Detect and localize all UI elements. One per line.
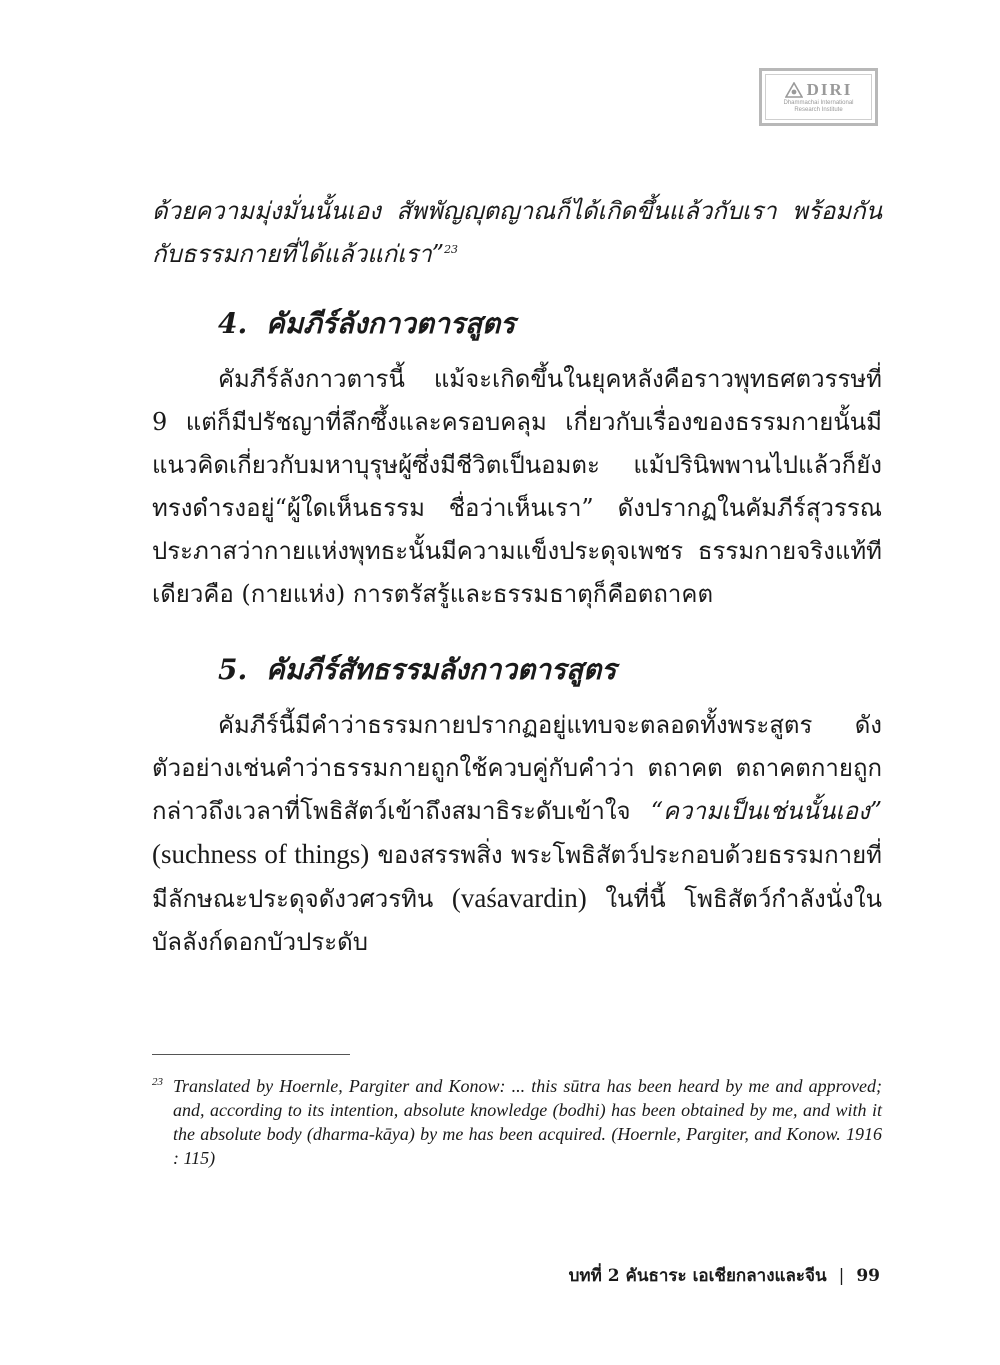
chapter-title: บทที่ 2 คันธาระ เอเชียกลางและจีน: [568, 1266, 827, 1286]
footnote-text: Translated by Hoernle, Pargiter and Konow: ... this sūtra has been heard by me and approved; and, according to its intention, absolute knowledge (bodhi) has been obtained by me, and with it the absolute body (dharma-kāya) by me has been acquired. (Hoernle, Pargiter, and Konow. 1916 : 115): [173, 1076, 882, 1168]
section-5-text-1: คัมภีร์นี้มีคำว่าธรรมกายปรากฏอยู่แทบจะตลอดทั้งพระสูตร ดังตัวอย่างเช่นคำว่าธรรมกายถูกใช้ควบคู่กับคำว่า ตถาคต ตถาคตกายถูกกล่าวถึงเวลาที่โพธิสัตว์เข้าถึงสมาธิระดับเข้าใจ: [152, 711, 882, 825]
footer-separator: |: [838, 1266, 845, 1286]
section-5-quote: “ความเป็นเช่นนั้นเอง”: [650, 797, 882, 825]
logo-text: DIRI: [806, 80, 853, 99]
section-4-body: [152, 358, 882, 616]
footnote-divider: [152, 1054, 350, 1055]
section-4-number: 4.: [218, 307, 248, 340]
footnote: [152, 1074, 882, 1170]
section-4-title: คัมภีร์ลังกาวตารสูตร: [266, 307, 516, 340]
section-5-text-3: ในที่นี้ โพธิสัตว์กำลังนั่งในบัลลังก์ดอกบัวประดับ: [152, 885, 882, 956]
section-4-text: คัมภีร์ลังกาวตารนี้ แม้จะเกิดขึ้นในยุคหลังคือราวพุทธศตวรรษที่ 9 แต่ก็มีปรัชญาที่ลึกซึ้งและครอบคลุม เกี่ยวกับเรื่องของธรรมกายนั้นมีแนวคิดเกี่ยวกับมหาบุรุษผู้ซึ่งมีชีวิตเป็นอมตะ แม้ปรินิพพานไปแล้วก็ยังทรงดำรงอยู่“ผู้ใดเห็นธรรม ชื่อว่าเห็นเรา” ดังปรากฏในคัมภีร์สุวรรณประภาสว่ากายแห่งพุทธะนั้นมีความแข็งประดุจเพชร ธรรมกายจริงแท้ทีเดียวคือ (กายแห่ง) การตรัสรู้และธรรมธาตุก็คือตถาคต: [152, 365, 882, 608]
section-5-heading: [218, 648, 616, 692]
section-5-latin-1: (suchness of things): [152, 839, 370, 869]
page-number: 99: [856, 1266, 880, 1286]
section-5-latin-2: (vaśavardin): [451, 883, 587, 913]
section-4-heading: [218, 302, 515, 346]
section-5-body: [152, 704, 882, 964]
intro-quote: [152, 190, 882, 276]
logo-row: [785, 80, 853, 100]
section-5-title: คัมภีร์สัทธรรมลังกาวตารสูตร: [266, 653, 617, 686]
section-5-number: 5.: [218, 653, 248, 686]
footnote-ref: 23: [444, 243, 459, 256]
footnote-number: 23: [152, 1076, 163, 1088]
intro-text: ด้วยความมุ่งมั่นนั้นเอง สัพพัญญุตญาณก็ได้เกิดขึ้นแล้วกับเรา พร้อมกันกับธรรมกายที่ได้แล้วแก่เรา”: [152, 197, 882, 268]
diri-logo: [759, 68, 878, 126]
diri-emblem-icon: [785, 82, 803, 98]
logo-subtitle-1: Dhammachai International: [783, 100, 854, 106]
page-footer: [569, 1262, 880, 1289]
logo-subtitle-2: Research Institute: [794, 107, 843, 113]
section-5-text-2: ของสรรพสิ่ง พระโพธิสัตว์ประกอบด้วยธรรมกายที่มีลักษณะประดุจดังวศวรทิน: [152, 841, 882, 913]
